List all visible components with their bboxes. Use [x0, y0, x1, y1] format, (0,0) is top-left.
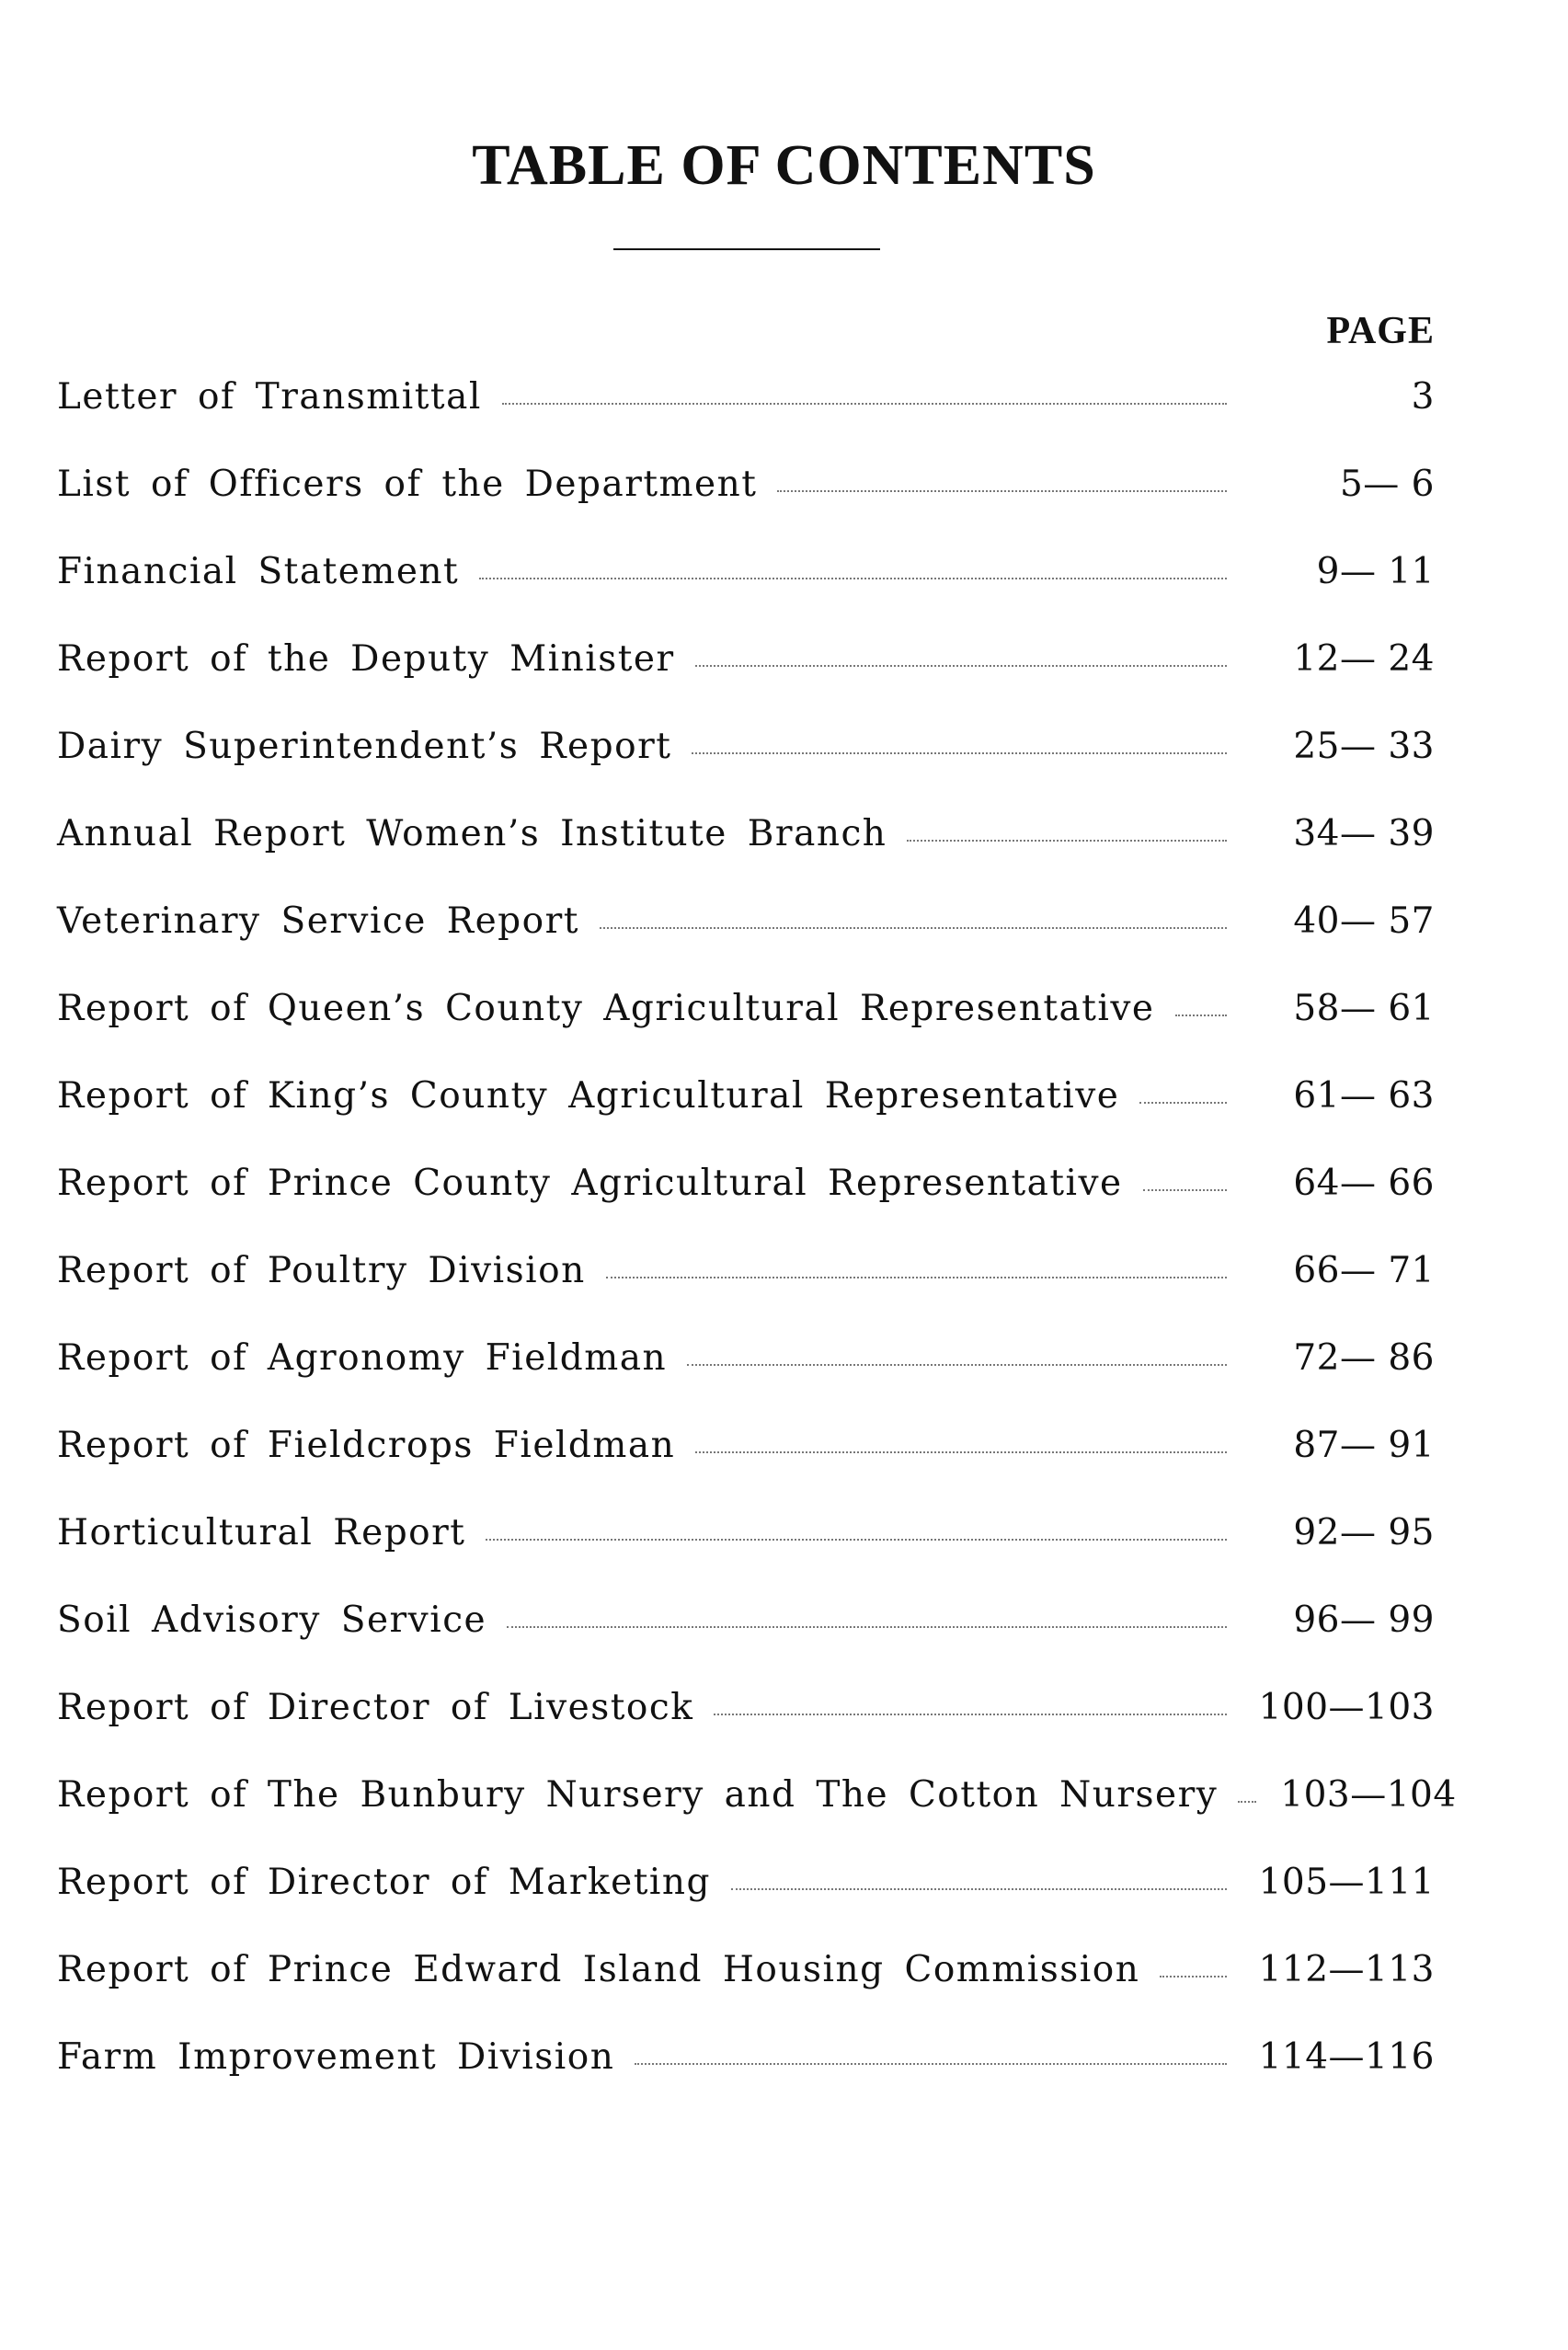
toc-entry-pages: 34— 39: [1293, 813, 1435, 854]
toc-entry: [57, 632, 1435, 719]
toc-entry: [57, 1156, 1435, 1244]
toc-entry-title: Soil Advisory Service: [57, 1599, 487, 1641]
toc-entry-pages: 112—113: [1258, 1949, 1435, 1990]
toc-entry: [57, 370, 1435, 457]
toc-entry-title: Report of Agronomy Fieldman: [57, 1337, 668, 1379]
toc-entry-pages: 40— 57: [1293, 900, 1435, 942]
toc-entry-pages: 9— 11: [1316, 551, 1435, 592]
toc-entry: [57, 981, 1435, 1069]
toc-entry-pages: 58— 61: [1293, 988, 1435, 1029]
toc-entry-pages: 72— 86: [1293, 1337, 1435, 1379]
toc-entry: [57, 807, 1435, 894]
toc-entry-pages: 61— 63: [1293, 1075, 1435, 1117]
dot-leader: [606, 1277, 1227, 1278]
dot-leader: [1175, 1015, 1227, 1016]
toc-entry-pages: 105—111: [1258, 1862, 1435, 1903]
toc-entry-pages: 66— 71: [1293, 1250, 1435, 1291]
dot-leader: [1139, 1102, 1227, 1104]
toc-entry: [57, 719, 1435, 807]
table-of-contents-list: [57, 370, 1457, 2117]
dot-leader: [777, 490, 1227, 492]
toc-entry: [57, 457, 1435, 545]
toc-entry: [57, 1506, 1435, 1593]
dot-leader: [731, 1888, 1227, 1890]
dot-leader: [714, 1714, 1227, 1715]
page-title: TABLE OF CONTENTS: [472, 134, 1096, 197]
toc-entry-pages: 114—116: [1258, 2036, 1435, 2078]
toc-entry-title: Report of Queen’s County Agricultural Representative: [57, 988, 1155, 1029]
toc-entry: [57, 1943, 1435, 2030]
toc-entry: [57, 545, 1435, 632]
toc-entry-pages: 3: [1411, 376, 1435, 418]
dot-leader: [635, 2063, 1227, 2065]
title-underline: [613, 248, 880, 250]
toc-entry: [57, 1244, 1435, 1331]
dot-leader: [479, 578, 1227, 579]
toc-entry-title: Report of Fieldcrops Fieldman: [57, 1425, 676, 1466]
toc-entry: [57, 894, 1435, 981]
toc-entry-pages: 96— 99: [1293, 1599, 1435, 1641]
toc-entry: [57, 1069, 1435, 1156]
toc-entry-title: Report of Prince County Agricultural Representative: [57, 1163, 1123, 1204]
page-column-header: PAGE: [1326, 310, 1435, 352]
dot-leader: [502, 403, 1227, 405]
toc-entry-title: Horticultural Report: [57, 1512, 466, 1553]
toc-entry-title: Report of Director of Marketing: [57, 1862, 711, 1903]
toc-entry: [57, 1331, 1435, 1418]
dot-leader: [695, 1451, 1227, 1453]
toc-entry-title: List of Officers of the Department: [57, 464, 758, 505]
toc-entry-title: Report of Poultry Division: [57, 1250, 586, 1291]
toc-entry-pages: 92— 95: [1293, 1512, 1435, 1553]
toc-entry-title: Report of Director of Livestock: [57, 1687, 694, 1728]
toc-entry-title: Letter of Transmittal: [57, 376, 482, 418]
dot-leader: [907, 840, 1227, 842]
dot-leader: [507, 1626, 1227, 1628]
toc-entry-title: Financial Statement: [57, 551, 460, 592]
dot-leader: [1238, 1801, 1256, 1803]
toc-entry-title: Farm Improvement Division: [57, 2036, 615, 2078]
toc-entry-pages: 87— 91: [1293, 1425, 1435, 1466]
toc-entry-title: Veterinary Service Report: [57, 900, 579, 942]
toc-entry: [57, 2030, 1435, 2117]
dot-leader: [486, 1539, 1227, 1541]
toc-entry-pages: 5— 6: [1339, 464, 1435, 505]
toc-entry-pages: 25— 33: [1293, 726, 1435, 767]
dot-leader: [600, 927, 1227, 929]
toc-entry-title: Annual Report Women’s Institute Branch: [57, 813, 887, 854]
dot-leader: [692, 752, 1227, 754]
toc-entry-title: Report of The Bunbury Nursery and The Cotton Nursery: [57, 1774, 1219, 1816]
toc-entry: [57, 1680, 1435, 1768]
dot-leader: [695, 665, 1227, 667]
toc-entry-title: Report of the Deputy Minister: [57, 638, 675, 680]
toc-entry: [57, 1855, 1435, 1943]
dot-leader: [1143, 1189, 1227, 1191]
toc-entry-pages: 12— 24: [1293, 638, 1435, 680]
toc-entry: [57, 1593, 1435, 1680]
toc-entry-pages: 64— 66: [1293, 1163, 1435, 1204]
toc-entry-pages: 103—104: [1280, 1774, 1457, 1816]
toc-entry-pages: 100—103: [1258, 1687, 1435, 1728]
dot-leader: [687, 1364, 1227, 1366]
toc-entry: [57, 1418, 1435, 1506]
toc-entry-title: Dairy Superintendent’s Report: [57, 726, 672, 767]
toc-entry: [57, 1768, 1457, 1855]
dot-leader: [1160, 1976, 1227, 1977]
toc-entry-title: Report of King’s County Agricultural Representative: [57, 1075, 1120, 1117]
toc-entry-title: Report of Prince Edward Island Housing Commission: [57, 1949, 1140, 1990]
